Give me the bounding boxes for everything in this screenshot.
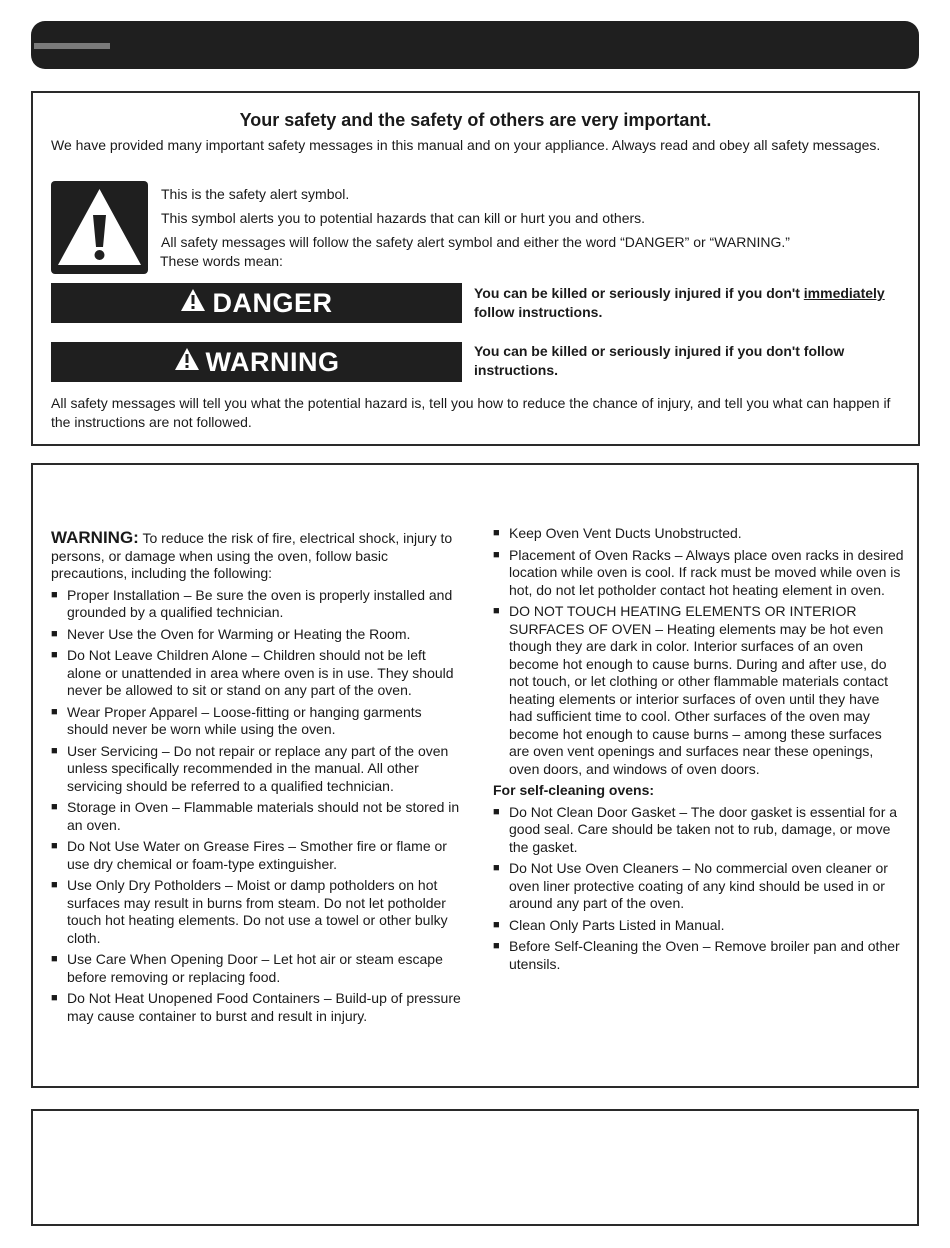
- warning-label: WARNING: [205, 346, 340, 377]
- precautions-left-column: [51, 529, 461, 1029]
- square-bullet-icon: ■: [493, 862, 500, 874]
- square-bullet-icon: ■: [51, 801, 58, 813]
- precautions-right-column: [493, 525, 905, 977]
- warning-triangle-icon: [180, 288, 206, 319]
- danger-text-end: follow instructions.: [474, 304, 603, 320]
- list-item: ■ Never Use the Oven for Warming or Heating the Room.: [51, 625, 411, 642]
- danger-label: DANGER: [212, 287, 333, 318]
- danger-text-emphasis: immediately: [803, 285, 885, 301]
- list-item: ■ Keep Oven Vent Ducts Unobstructed.: [493, 525, 742, 541]
- square-bullet-icon: ■: [493, 805, 500, 818]
- list-item: ■ DO NOT TOUCH HEATING ELEMENTS OR INTERIOR SURFACES OF OVEN – Heating elements may be hot even though they are dark in color. Interior surfaces of an oven become hot enough to cause burns. During and after use, do not touch, or let clothing or other flammable materials contact heating elements or interior surfaces of oven until they have had sufficient time to cool. Other surfaces of the oven may become hot enough to cause burns – among these surfaces are oven vent openings and surfaces near these openings, oven doors, and windows of oven doors.: [493, 603, 888, 777]
- header-accent-stripe: [34, 43, 110, 49]
- list-item: ■ Do Not Leave Children Alone – Children should not be left alone or unattended in area where oven is in use. They should never be allowed to sit or stand on any part of the oven.: [51, 647, 454, 698]
- square-bullet-icon: ■: [51, 744, 58, 757]
- safety-message-box: [31, 91, 920, 446]
- alert-line: This is the safety alert symbol.: [161, 186, 350, 202]
- important-safety-instructions-box: [31, 463, 919, 1088]
- safety-alert-icon: [51, 181, 148, 274]
- square-bullet-icon: ■: [493, 527, 500, 539]
- section-header-bar: [31, 21, 919, 69]
- list-item: ■ Use Care When Opening Door – Let hot air or steam escape before removing or replacing food.: [51, 951, 443, 985]
- alert-line: These words mean:: [160, 253, 283, 269]
- square-bullet-icon: ■: [51, 588, 58, 601]
- alert-line: This symbol alerts you to potential hazards that can kill or hurt you and others.: [161, 210, 646, 226]
- list-item: ■ Use Only Dry Potholders – Moist or damp potholders on hot surfaces may result in burns from steam. Do not let potholder touch hot heating elements. Do not use a towel or other bulky cloth.: [51, 877, 448, 946]
- list-item: ■ Proper Installation – Be sure the oven is properly installed and grounded by a qualified technician.: [51, 586, 453, 620]
- warning-intro-label: WARNING:: [51, 528, 139, 547]
- square-bullet-icon: ■: [493, 548, 500, 561]
- list-item: ■ Do Not Use Water on Grease Fires – Smother fire or flame or use dry chemical or foam-type extinguisher.: [51, 838, 447, 872]
- square-bullet-icon: ■: [493, 605, 500, 617]
- safety-outro: All safety messages will tell you what the potential hazard is, tell you how to reduce the chance of injury, and tell you what can happen if the instructions are not followed.: [51, 395, 891, 430]
- warning-intro-text: To reduce the risk of fire, electrical shock, injury to persons, or damage when using the oven, follow basic precautions, including the following:: [51, 530, 453, 581]
- warning-triangle-icon: [174, 347, 200, 378]
- warning-signal-bar: [51, 342, 462, 382]
- list-item: ■ Clean Only Parts Listed in Manual.: [493, 916, 725, 933]
- square-bullet-icon: ■: [51, 879, 58, 891]
- square-bullet-icon: ■: [51, 840, 58, 852]
- square-bullet-icon: ■: [493, 918, 500, 931]
- warning-intro: [51, 529, 461, 583]
- square-bullet-icon: ■: [51, 649, 58, 661]
- square-bullet-icon: ■: [51, 992, 58, 1004]
- danger-text-start: You can be killed or seriously injured if you don't: [474, 285, 804, 301]
- list-item: ■ Do Not Clean Door Gasket – The door gasket is essential for a good seal. Care should be taken not to rub, damage, or move the gasket.: [493, 803, 898, 855]
- list-item: ■ Do Not Heat Unopened Food Containers – Build-up of pressure may cause container to burst and result in injury.: [51, 990, 461, 1024]
- list-item: ■ Wear Proper Apparel – Loose-fitting or hanging garments should never be worn while using the oven.: [51, 703, 422, 737]
- safety-title: Your safety and the safety of others are very important.: [239, 110, 712, 130]
- list-item: ■ Storage in Oven – Flammable materials should not be stored in an oven.: [51, 799, 460, 833]
- alert-line: All safety messages will follow the safety alert symbol and either the word “DANGER” or “WARNING.”: [161, 234, 790, 250]
- empty-content-box: [31, 1109, 919, 1226]
- list-item: ■ Before Self-Cleaning the Oven – Remove broiler pan and other utensils.: [493, 938, 900, 972]
- self-cleaning-heading: For self-cleaning ovens:: [493, 782, 655, 798]
- square-bullet-icon: ■: [51, 627, 58, 640]
- list-item: ■ User Servicing – Do not repair or replace any part of the oven unless specifically recommended in the manual. All other servicing should be referred to a qualified technician.: [51, 742, 449, 794]
- square-bullet-icon: ■: [51, 705, 58, 718]
- list-item: ■ Do Not Use Oven Cleaners – No commercial oven cleaner or oven liner protective coating of any kind should be used in or around any part of the oven.: [493, 860, 888, 911]
- danger-description: [474, 284, 914, 322]
- danger-signal-bar: [51, 283, 462, 323]
- safety-intro: We have provided many important safety messages in this manual and on your appliance. Always read and obey all safety messages.: [51, 137, 881, 153]
- list-item: ■ Placement of Oven Racks – Always place oven racks in desired location while oven is cool. If rack must be moved while oven is hot, do not let potholder contact hot heating element in oven.: [493, 546, 904, 598]
- warning-description: You can be killed or seriously injured if you don't follow instructions.: [474, 343, 845, 378]
- square-bullet-icon: ■: [51, 953, 58, 965]
- square-bullet-icon: ■: [493, 940, 500, 952]
